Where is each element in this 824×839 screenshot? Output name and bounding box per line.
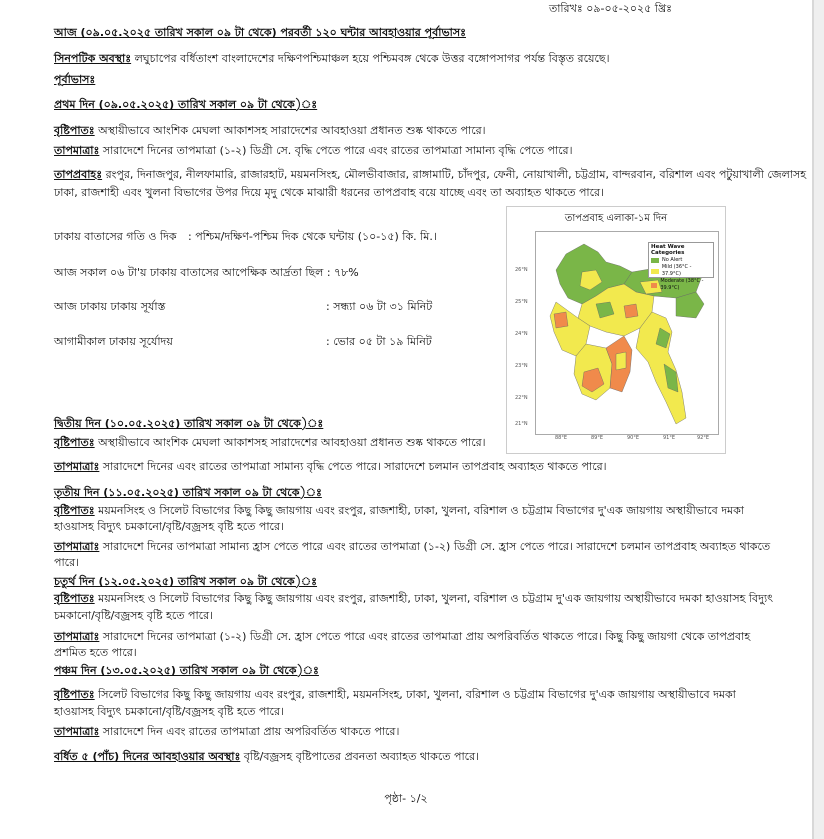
day3-temp-line2: পারে। bbox=[54, 556, 80, 569]
day1-heat-label: তাপপ্রবাহঃ bbox=[54, 168, 103, 181]
day3-temp bbox=[54, 538, 770, 555]
page-number: পৃষ্ঠা- ১/২ bbox=[384, 792, 428, 805]
day2-rain bbox=[54, 434, 486, 451]
day1-rain bbox=[54, 122, 486, 139]
x-tick: 89°E bbox=[591, 435, 604, 441]
day2-temp-text: সারাদেশে দিনের এবং রাতের তাপমাত্রা সামান্য বৃদ্ধি পেতে পারে। সারাদেশে চলমান তাপপ্রবাহ অব্যাহত থাকতে পারে। bbox=[99, 460, 607, 473]
day3-temp-label: তাপমাত্রাঃ bbox=[54, 540, 100, 553]
legend-label: Mild (36°C - 37.9°C) bbox=[661, 264, 692, 277]
map-frame bbox=[535, 231, 719, 435]
wind-value: : পশ্চিম/দক্ষিণ-পশ্চিম দিক থেকে ঘন্টায় (১০-১৫) কি. মি.। bbox=[188, 230, 437, 243]
day3-temp-line1: সারাদেশে দিনের তাপমাত্রা সামান্য হ্রাস পেতে পারে এবং রাতের তাপমাত্রা (১-২) ডিগ্রী সে. হ্রাস পেতে পারে। সারাদেশে চলমান তাপপ্রবাহ অব্যাহত থাকতে bbox=[99, 540, 771, 553]
day3-rain-line1: ময়মনসিংহ ও সিলেট বিভাগের কিছু কিছু জায়গায় এবং রংপুর, রাজশাহী, ঢাকা, খুলনা, বরিশাল ও চট্টগ্রাম বিভাগের দু'এক জায়গায় অস্থায়ীভাবে দমকা bbox=[94, 504, 744, 517]
day5-rain bbox=[54, 686, 736, 703]
day1-rain-text: অস্থায়ীভাবে আংশিক মেঘলা আকাশসহ সারাদেশের আবহাওয়া প্রধানত শুষ্ক থাকতে পারে। bbox=[94, 124, 486, 137]
legend-item bbox=[649, 264, 713, 278]
day3-rain bbox=[54, 502, 744, 519]
day4-rain bbox=[54, 590, 773, 607]
day4-temp-label: তাপমাত্রাঃ bbox=[54, 630, 100, 643]
y-tick: 25°N bbox=[515, 299, 528, 305]
day1-temp-label: তাপমাত্রাঃ bbox=[54, 144, 100, 157]
day5-temp-text: সারাদেশে দিন এবং রাতের তাপমাত্রা প্রায় অপরিবর্তিত থাকতে পারে। bbox=[99, 725, 400, 738]
day2-rain-label: বৃষ্টিপাতঃ bbox=[54, 436, 95, 449]
sunset-label: আজ ঢাকায় ঢাকায় সূর্যাস্ত bbox=[54, 300, 166, 313]
day3-heading: তৃতীয় দিন (১১.০৫.২০২৫) তারিখ সকাল ০৯ টা থেকে)ঃ bbox=[54, 486, 322, 499]
day1-heat-line2: ঢাকা, রাজশাহী এবং খুলনা বিভাগের উপর দিয়ে মৃদু থেকে মাঝারী ধরনের তাপপ্রবাহ বয়ে যাচ্ছে এবং তা অব্যাহত থাকতে পারে। bbox=[54, 186, 605, 199]
map-title: তাপপ্রবাহ এলাকা-১ম দিন bbox=[564, 213, 668, 224]
day2-rain-text: অস্থায়ীভাবে আংশিক মেঘলা আকাশসহ সারাদেশের আবহাওয়া প্রধানত শুষ্ক থাকতে পারে। bbox=[94, 436, 486, 449]
legend-title: Heat Wave Categories bbox=[651, 244, 685, 256]
x-tick: 91°E bbox=[663, 435, 676, 441]
legend-swatch bbox=[651, 258, 659, 263]
day4-heading: চতুর্থ দিন (১২.০৫.২০২৫) তারিখ সকাল ০৯ টা থেকে)ঃ bbox=[54, 575, 318, 588]
day4-temp bbox=[54, 628, 750, 645]
day1-temp bbox=[54, 142, 573, 159]
day3-rain-line2: হাওয়াসহ বিদ্যুৎ চমকানো/বৃষ্টি/বজ্রসহ বৃষ্টি হতে পারে। bbox=[54, 520, 284, 533]
map-legend bbox=[648, 242, 714, 291]
synoptic-line bbox=[54, 50, 610, 67]
day1-heat bbox=[54, 166, 806, 183]
heatwave-map bbox=[506, 206, 726, 454]
day4-temp-line1: সারাদেশে দিনের তাপমাত্রা (১-২) ডিগ্রী সে. হ্রাস পেতে পারে এবং রাতের তাপমাত্রা প্রায় অপরিবর্তিত থাকতে পারে। কিছু কিছু জায়গা থেকে তাপপ্রবাহ bbox=[99, 630, 751, 643]
legend-label: Moderate (38°C - 39.9°C) bbox=[660, 278, 704, 291]
day5-temp-label: তাপমাত্রাঃ bbox=[54, 725, 100, 738]
y-tick: 21°N bbox=[515, 421, 528, 427]
day1-temp-text: সারাদেশে দিনের তাপমাত্রা (১-২) ডিগ্রী সে. বৃদ্ধি পেতে পারে এবং রাতের তাপমাত্রা সামান্য বৃদ্ধি পেতে পারে। bbox=[99, 144, 573, 157]
legend-item bbox=[649, 278, 713, 292]
day2-heading: দ্বিতীয় দিন (১০.০৫.২০২৫) তারিখ সকাল ০৯ টা থেকে)ঃ bbox=[54, 417, 324, 430]
synoptic-label: সিনপটিক অবস্থাঃ bbox=[54, 52, 132, 65]
sunset-value: : সন্ধ্যা ০৬ টা ৩১ মিনিট bbox=[326, 300, 433, 313]
extended-text: বৃষ্টি/বজ্রসহ বৃষ্টিপাতের প্রবনতা অব্যাহত থাকতে পারে। bbox=[240, 750, 480, 763]
x-tick: 90°E bbox=[627, 435, 640, 441]
day3-rain-label: বৃষ্টিপাতঃ bbox=[54, 504, 95, 517]
y-tick: 26°N bbox=[515, 267, 528, 273]
day5-heading: পঞ্চম দিন (১৩.০৫.২০২৫) তারিখ সকাল ০৯ টা থেকে)ঃ bbox=[54, 664, 319, 677]
forecast-label: পূর্বাভাসঃ bbox=[54, 73, 96, 86]
day4-rain-line2: চমকানো/বৃষ্টি/বজ্রসহ বৃষ্টি হতে পারে। bbox=[54, 609, 214, 622]
day2-temp bbox=[54, 458, 607, 475]
day4-rain-line1: ময়মনসিংহ ও সিলেট বিভাগের কিছু কিছু জায়গায় এবং রংপুর, রাজশাহী, ঢাকা, খুলনা, বরিশাল ও চট্টগ্রাম দু'এক জায়গায় অস্থায়ীভাবে দমকা হাওয়াসহ বিদ্যুৎ bbox=[94, 592, 774, 605]
day5-rain-line2: হাওয়াসহ বিদ্যুৎ চমকানো/বৃষ্টি/বজ্রসহ বৃষ্টি হতে পারে। bbox=[54, 705, 284, 718]
day1-heat-line1: রংপুর, দিনাজপুর, নীলফামারি, রাজারহাট, ময়মনসিংহ, মৌলভীবাজার, রাঙ্গামাটি, চাঁদপুর, ফেনী, নোয়াখালী, চট্টগ্রাম, বান্দরবান, বরিশাল এবং পটুয়াখালী জেলাসহ bbox=[102, 168, 807, 181]
day5-temp bbox=[54, 723, 399, 740]
legend-item bbox=[649, 257, 713, 264]
day5-rain-line1: সিলেট বিভাগের কিছু কিছু জায়গায় এবং রংপুর, রাজশাহী, ময়মনসিংহ, ঢাকা, খুলনা, বরিশাল ও চট্টগ্রাম বিভাগের দু'এক জায়গায় অস্থায়ীভাবে দমকা bbox=[94, 688, 736, 701]
date-line: তারিখঃ ০৯-০৫-২০২৫ খ্রিঃ bbox=[548, 2, 672, 15]
headline: আজ (০৯.০৫.২০২৫ তারিখ সকাল ০৯ টা থেকে) পরবর্তী ১২০ ঘন্টার আবহাওয়ার পূর্বাভাসঃ bbox=[54, 26, 466, 39]
y-tick: 22°N bbox=[515, 395, 528, 401]
sunrise-label: আগামীকাল ঢাকায় সূর্যোদয় bbox=[54, 335, 173, 348]
x-tick: 88°E bbox=[555, 435, 568, 441]
day5-rain-label: বৃষ্টিপাতঃ bbox=[54, 688, 95, 701]
wind-label: ঢাকায় বাতাসের গতি ও দিক bbox=[54, 230, 177, 243]
extended-outlook bbox=[54, 748, 479, 765]
day1-rain-label: বৃষ্টিপাতঃ bbox=[54, 124, 95, 137]
x-tick: 92°E bbox=[697, 435, 710, 441]
day2-temp-label: তাপমাত্রাঃ bbox=[54, 460, 100, 473]
legend-label: No Alert bbox=[662, 257, 683, 263]
legend-swatch bbox=[651, 283, 657, 288]
day1-heading: প্রথম দিন (০৯.০৫.২০২৫) তারিখ সকাল ০৯ টা থেকে)ঃ bbox=[54, 98, 318, 111]
y-tick: 23°N bbox=[515, 363, 528, 369]
sunrise-value: : ভোর ০৫ টা ১৯ মিনিট bbox=[326, 335, 432, 348]
day4-rain-label: বৃষ্টিপাতঃ bbox=[54, 592, 95, 605]
legend-swatch bbox=[651, 269, 659, 274]
humidity: আজ সকাল ০৬ টা'য় ঢাকায় বাতাসের আপেক্ষিক আর্দ্রতা ছিল : ৭৮% bbox=[54, 266, 359, 279]
page-shadow bbox=[814, 0, 824, 839]
day4-temp-line2: প্রশমিত হতে পারে। bbox=[54, 646, 137, 659]
extended-label: বর্ধিত ৫ (পাঁচ) দিনের আবহাওয়ার অবস্থাঃ bbox=[54, 750, 241, 763]
synoptic-text: লঘুচাপের বর্ধিতাংশ বাংলাদেশের দক্ষিণপশ্চিমাঞ্চল হয়ে পশ্চিমবঙ্গ থেকে উত্তর বঙ্গোপসাগর পর্যন্ত বিস্তৃত রয়েছে। bbox=[131, 52, 610, 65]
y-tick: 24°N bbox=[515, 331, 528, 337]
